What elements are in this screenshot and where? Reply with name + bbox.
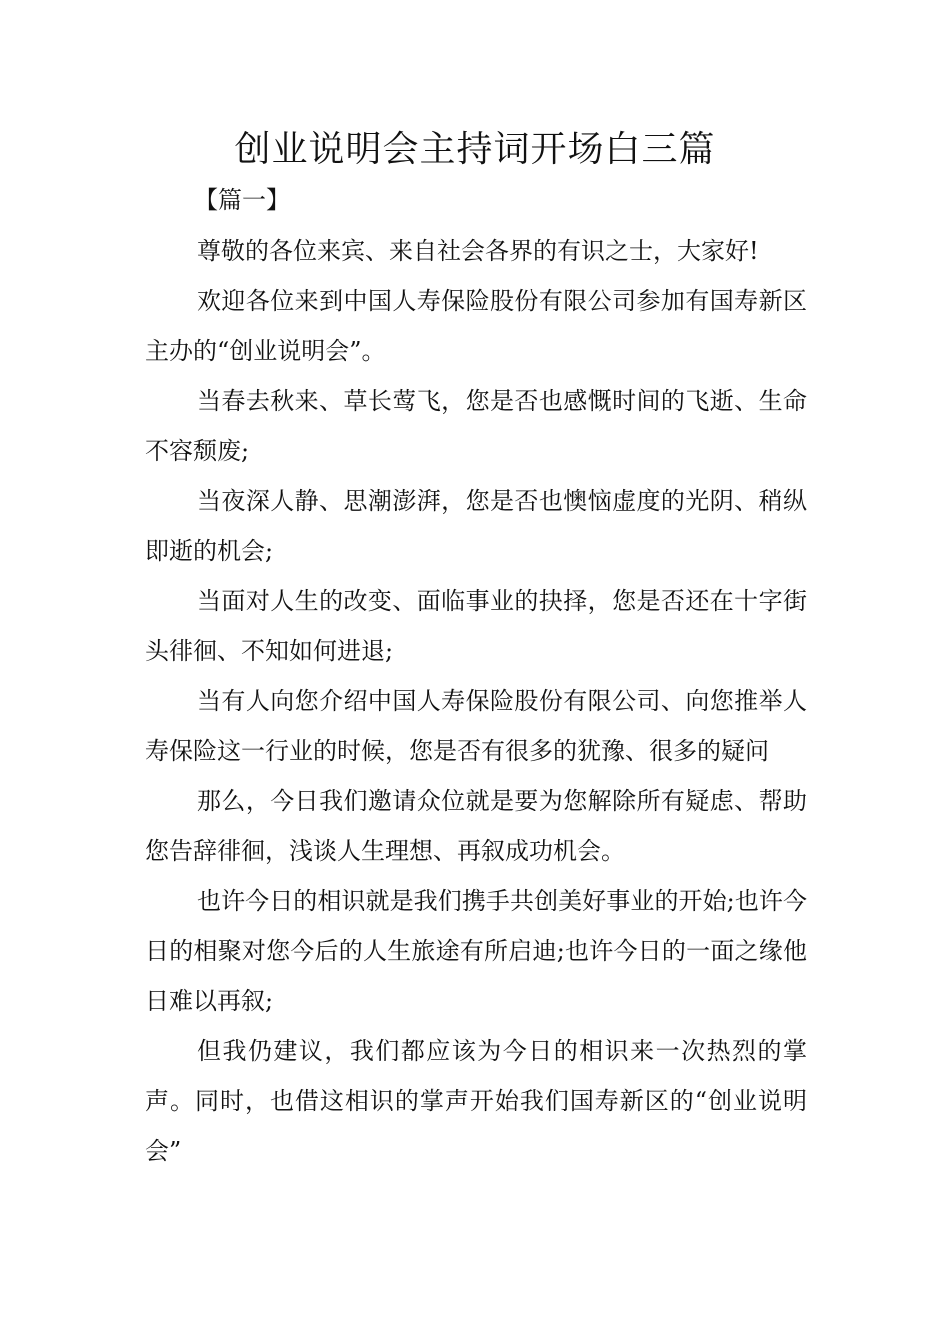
paragraph: 当春去秋来、草长莺飞，您是否也感慨时间的飞逝、生命不容颓废;	[145, 387, 807, 465]
document-body	[145, 226, 807, 1176]
document-title: 创业说明会主持词开场白三篇	[234, 129, 716, 170]
paragraph: 尊敬的各位来宾、来自社会各界的有识之士，大家好!	[197, 237, 759, 265]
section-label: 【篇一】	[194, 186, 290, 214]
paragraph: 那么，今日我们邀请众位就是要为您解除所有疑虑、帮助您告辞徘徊，浅谈人生理想、再叙成功机会。	[145, 787, 807, 865]
paragraph: 也许今日的相识就是我们携手共创美好事业的开始;也许今日的相聚对您今后的人生旅途有所启迪;也许今日的一面之缘他日难以再叙;	[145, 887, 807, 1015]
paragraph: 但我仍建议，我们都应该为今日的相识来一次热烈的掌声。同时，也借这相识的掌声开始我们国寿新区的“创业说明会”	[145, 1037, 807, 1165]
paragraph: 当面对人生的改变、面临事业的抉择，您是否还在十字街头徘徊、不知如何进退;	[145, 587, 807, 665]
paragraph: 当夜深人静、思潮澎湃，您是否也懊恼虚度的光阴、稍纵即逝的机会;	[145, 487, 807, 565]
paragraph: 欢迎各位来到中国人寿保险股份有限公司参加有国寿新区主办的“创业说明会”。	[145, 287, 807, 365]
paragraph: 当有人向您介绍中国人寿保险股份有限公司、向您推举人寿保险这一行业的时候，您是否有很多的犹豫、很多的疑问	[145, 687, 807, 765]
